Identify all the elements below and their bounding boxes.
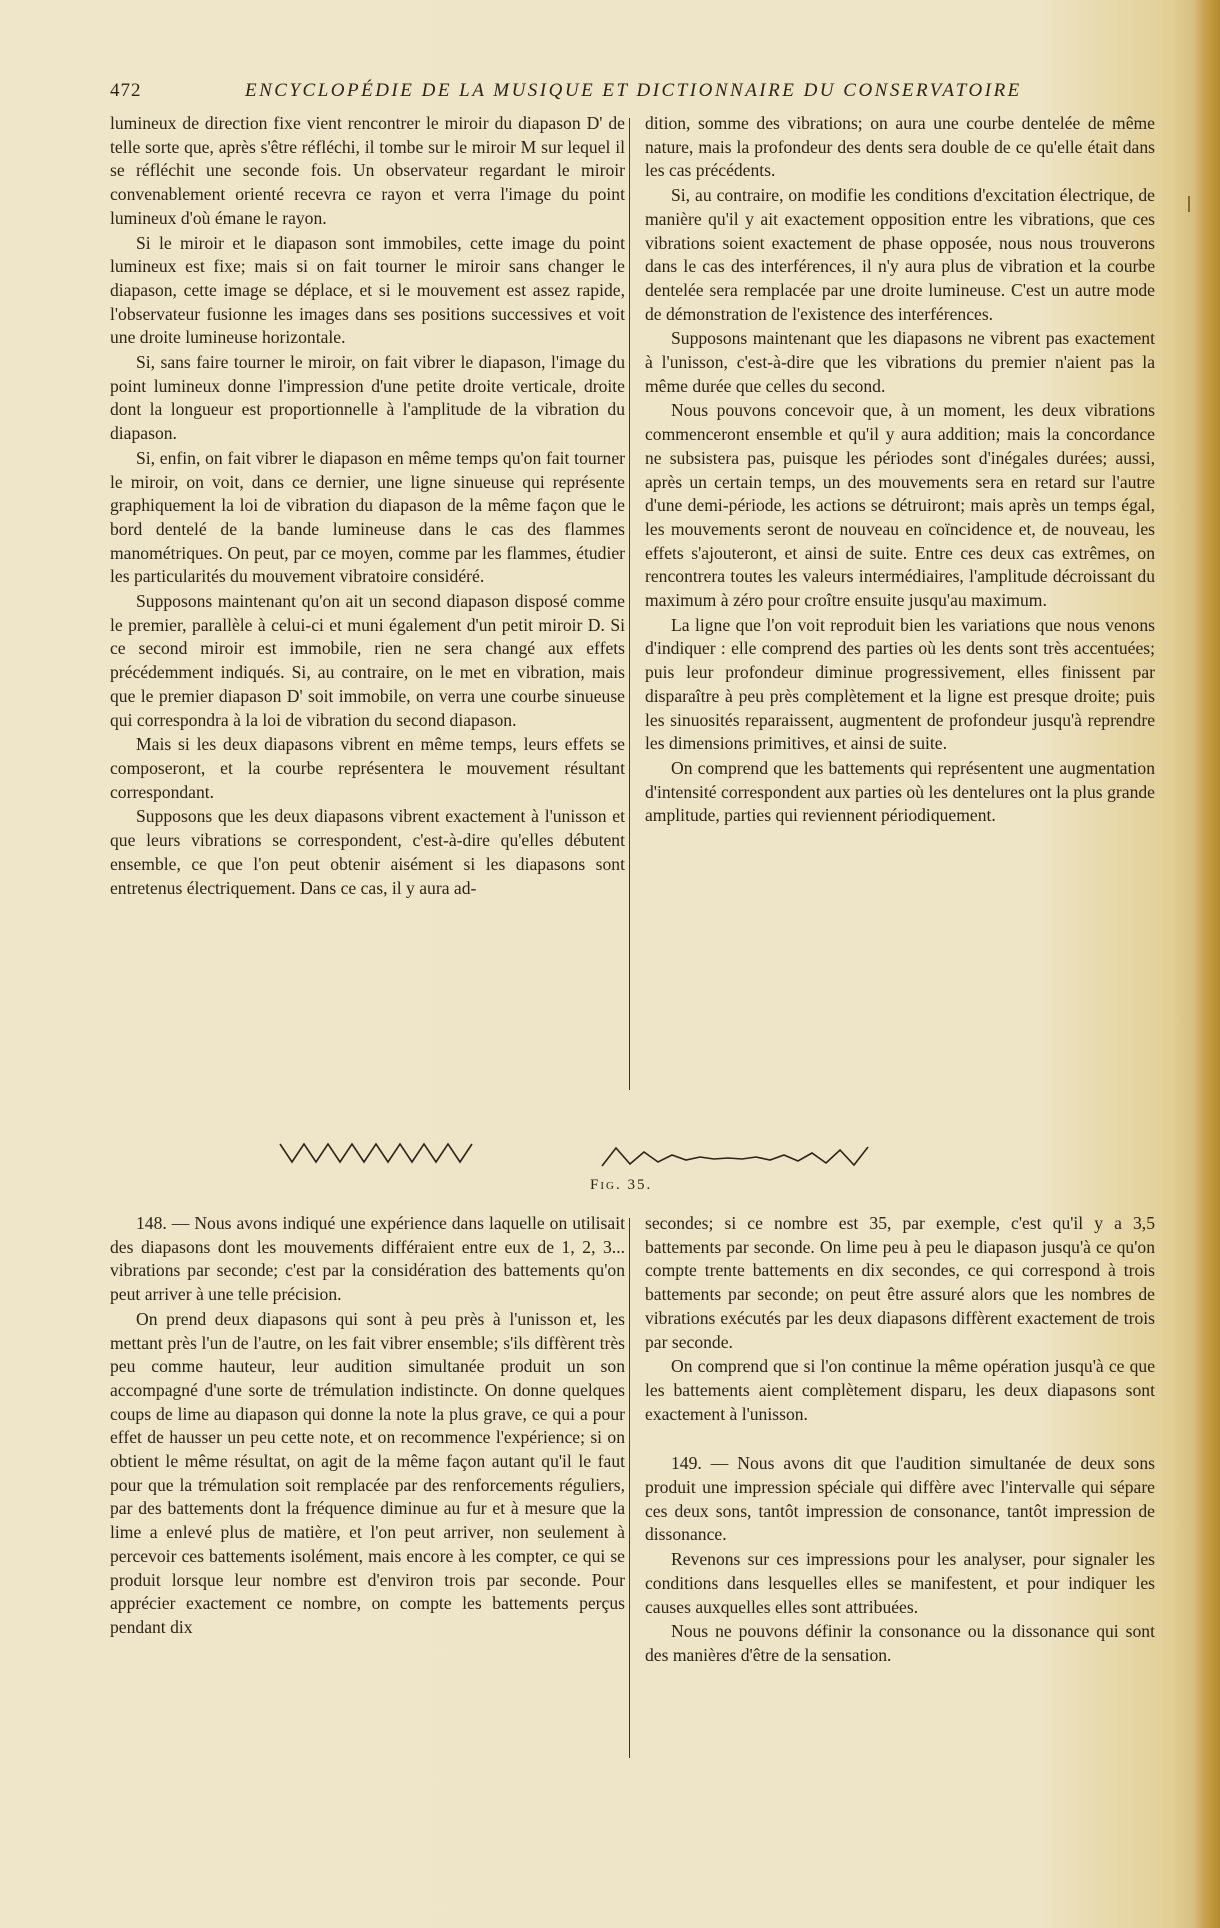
- page-edge-shadow: [1194, 0, 1220, 1928]
- wave-beats: [602, 1147, 868, 1166]
- paragraph: Si le miroir et le diapason sont immobiles, cette image du point lumineux est fixe; mais si on fait tourner le miroir sans changer le diapason, cette image se déplace, et si le mouvement est assez rapide, l'observateur fusionne les images dans ses positions successives et voit une droite lumineuse horizontale.: [110, 232, 625, 348]
- paragraph: Mais si les deux diapasons vibrent en même temps, leurs effets se composeront, et la courbe représentera le mouvement résultant correspondant.: [110, 734, 625, 802]
- column-top-left: [110, 112, 625, 900]
- paragraph: 148. — Nous avons indiqué une expérience dans laquelle on utilisait des diapasons dont les mouvements différaient entre eux de 1, 2, 3... vibrations par seconde; c'est par la considération des battements qu'on peut arriver à une telle précision.: [110, 1213, 625, 1305]
- figure-caption: Fig. 35.: [590, 1177, 653, 1193]
- paragraph: Supposons maintenant qu'on ait un second diapason disposé comme le premier, parallèle à celui-ci et muni également d'un petit miroir D. Si ce second miroir est immobile, rien ne sera changé aux effets précédemment indiqués. Si, au contraire, on le met en vibration, mais que le premier diapason D' soit immobile, on verra une courbe sinueuse qui correspondra à la loi de vibration du second diapason.: [110, 591, 625, 730]
- wave-regular: [280, 1144, 472, 1162]
- column-divider: [629, 118, 630, 1090]
- column-bottom-right: [645, 1212, 1155, 1668]
- paragraph: Si, enfin, on fait vibrer le diapason en même temps qu'on fait tourner le miroir, on voit, dans ce dernier, une ligne sinueuse qui représente graphiquement la loi de vibration du diapason de la même façon que le bord dentelé de la bande lumineuse dans le cas des flammes manométriques. On peut, par ce moyen, comme par les flammes, étudier les particularités du mouvement vibratoire considéré.: [110, 447, 625, 587]
- paragraph: Nous ne pouvons définir la consonance ou la dissonance qui sont des manières d'être de la sensation.: [645, 1621, 1155, 1665]
- paragraph: 149. — Nous avons dit que l'audition simultanée de deux sons produit une impression spéciale qui diffère avec l'intervalle qui sépare ces deux sons, tantôt impression de consonance, tantôt impression de dissonance.: [645, 1453, 1155, 1545]
- paragraph: Supposons maintenant que les diapasons ne vibrent pas exactement à l'unisson, c'est-à-dire que les vibrations du premier n'aient pas la même durée que celles du second.: [645, 328, 1155, 396]
- margin-mark: [1188, 196, 1190, 212]
- paragraph: Si, sans faire tourner le miroir, on fait vibrer le diapason, l'image du point lumineux donne l'impression d'une petite droite verticale, droite dont la longueur est proportionnelle à l'amplitude de la vibration du diapason.: [110, 352, 625, 444]
- page-header: [110, 80, 1045, 108]
- paragraph: Si, au contraire, on modifie les conditions d'excitation électrique, de manière qu'il y ait exactement opposition entre les vibrations, que ces vibrations soient exactement de phase opposée, nous nous trouverons dans le cas des interférences, il n'y aura plus de vibration et la courbe dentelée sera remplacée par une droite lumineuse. C'est un autre mode de démonstration de l'existence des interférences.: [645, 185, 1155, 324]
- column-divider: [629, 1218, 630, 1758]
- paragraph: Revenons sur ces impressions pour les analyser, pour signaler les conditions dans lesquelles elles se manifestent, et pour indiquer les causes auxquelles elles sont attribuées.: [645, 1549, 1155, 1617]
- page-number: 472: [110, 80, 142, 101]
- paragraph: dition, somme des vibrations; on aura une courbe dentelée de même nature, mais la profondeur des dents sera double de ce qu'elle était dans les cas précédents.: [645, 113, 1155, 181]
- paragraph: lumineux de direction fixe vient rencontrer le miroir du diapason D' de telle sorte que, après s'être réfléchi, il tombe sur le miroir M sur lequel il se réfléchit une seconde fois. Un observateur regardant le miroir convenablement orienté recevra ce rayon et verra l'image du point lumineux d'où émane le rayon.: [110, 113, 625, 228]
- paragraph: secondes; si ce nombre est 35, par exemple, c'est qu'il y a 3,5 battements par seconde. On lime peu à peu le diapason jusqu'à ce qu'on compte trente battements en dix secondes, ce qui correspond à trois battements par seconde; on peut être assuré alors que les nombres de vibrations exécutés par les deux diapasons diffèrent exactement de trois par seconde.: [645, 1213, 1155, 1352]
- paragraph: On comprend que les battements qui représentent une augmentation d'intensité correspondent aux parties où les dentelures ont la plus grande amplitude, parties qui reviennent périodiquement.: [645, 757, 1155, 826]
- paragraph: On comprend que si l'on continue la même opération jusqu'à ce que les battements aient complètement disparu, les deux diapasons sont exactement à l'unisson.: [645, 1356, 1155, 1424]
- column-top-right: [645, 112, 1155, 828]
- column-bottom-left: [110, 1212, 625, 1640]
- paragraph: On prend deux diapasons qui sont à peu près à l'unisson et, les mettant près l'un de l'autre, on les fait vibrer ensemble; s'ils diffèrent très peu comme hauteur, leur audition simultanée produit un son accompagné d'une sorte de trémulation indistincte. On donne quelques coups de lime au diapason qui donne la note la plus grave, ce qui a pour effet de hausser un peu cette note, et on recommence l'expérience; si on obtient le même résultat, on agit de la même façon autant qu'il le faut pour que la trémulation soit remplacée par des renforcements réguliers, par des battements dont la fréquence diminue au fur et à mesure que la lime a enlevé plus de matière, et l'on peut arriver, non seulement à percevoir ces battements isolément, mais encore à les compter, ce qui se produit lorsque leur nombre est d'environ trois par seconde. Pour apprécier exactement ce nombre, on compte les battements perçus pendant dix: [110, 1308, 625, 1637]
- paragraph: La ligne que l'on voit reproduit bien les variations que nous venons d'indiquer : elle comprend des parties où les dents sont très accentuées; puis leur profondeur diminue progressivement, elles finissent par disparaître à peu près complètement et la ligne est presque droite; puis les sinuosités reparaissent, augmentent de profondeur jusqu'à reprendre les dimensions primitives, et ainsi de suite.: [645, 614, 1155, 754]
- figure-35: [270, 1122, 990, 1170]
- running-title: ENCYCLOPÉDIE DE LA MUSIQUE ET DICTIONNAIRE DU CONSERVATOIRE: [245, 80, 1022, 101]
- paragraph: Supposons que les deux diapasons vibrent exactement à l'unisson et que leurs vibrations se correspondent, c'est-à-dire qu'elles débutent ensemble, ce que l'on peut obtenir aisément si les diapasons sont entretenus électriquement. Dans ce cas, il y aura ad-: [110, 806, 625, 898]
- paragraph: Nous pouvons concevoir que, à un moment, les deux vibrations commenceront ensemble et qu'il y aura addition; mais la concordance ne subsistera pas, puisque les périodes sont d'inégales durées; aussi, après un certain temps, un des mouvements sera en retard sur l'autre d'une demi-période, les actions se détruiront; mais après un temps égal, les mouvements seront de nouveau en coïncidence et, de nouveau, les effets s'ajouteront, et ainsi de suite. Entre ces deux cas extrêmes, on rencontrera toutes les valeurs intermédiaires, l'amplitude décroissant du maximum à zéro pour croître ensuite jusqu'au maximum.: [645, 400, 1155, 611]
